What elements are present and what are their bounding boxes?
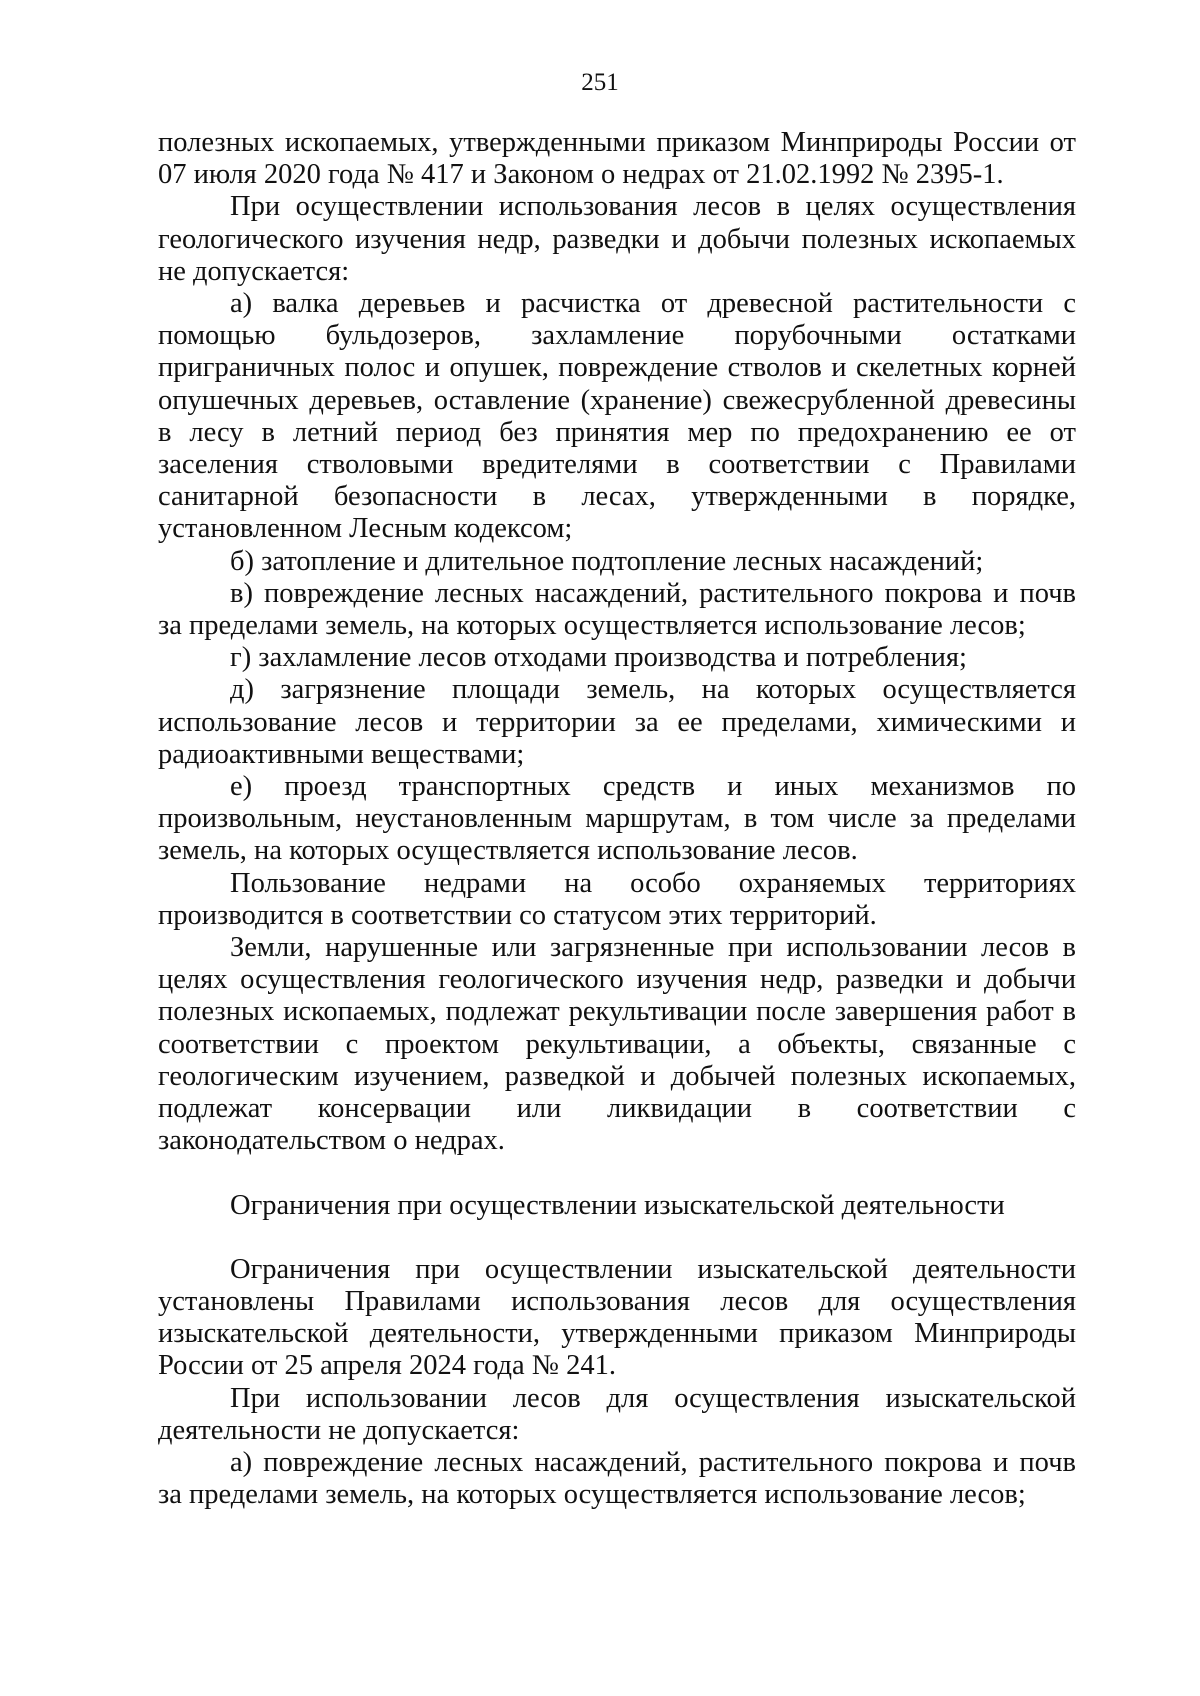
page-number: 251 [581,69,619,96]
list-item: г) захламление лесов отходами производства и потребления; [230,642,967,674]
paragraph: Пользование недрами на особо охраняемых территориях производится в соответствии со статусом этих территорий. [158,867,1076,931]
list-item: а) повреждение лесных насаждений, растительного покрова и почв за пределами земель, на которых осуществляется использование лесов; [158,1446,1076,1511]
document-body [158,127,1076,1511]
list-item: а) валка деревьев и расчистка от древесной растительности с помощью бульдозеров, захламление порубочными остатками приграничных полос и опушек, повреждение стволов и скелетных корней опушечных деревьев, оставление (хранение) свежесрубленной древесины в лесу в летний период без принятия мер по предохранению ее от заселения стволовыми вредителями в соответствии с Правилами санитарной безопасности в лесах, утвержденными в порядке, установленном Лесным кодексом; [158,288,1076,545]
section-heading: Ограничения при осуществлении изыскательской деятельности [230,1189,1005,1221]
paragraph: Земли, нарушенные или загрязненные при использовании лесов в целях осуществления геологического изучения недр, разведки и добычи полезных ископаемых, подлежат рекультивации после завершения работ в соответствии с проектом рекультивации, а объекты, связанные с геологическим изучением, разведкой и добычей полезных ископаемых, подлежат консервации или ликвидации в соответствии с законодательством о недрах. [158,932,1076,1157]
paragraph: При осуществлении использования лесов в целях осуществления геологического изучения недр, разведки и добычи полезных ископаемых не допускается: [158,191,1076,287]
list-item: в) повреждение лесных насаждений, растительного покрова и почв за пределами земель, на которых осуществляется использование лесов; [158,577,1076,642]
paragraph: При использовании лесов для осуществления изыскательской деятельности не допускается: [158,1382,1076,1446]
list-item: е) проезд транспортных средств и иных механизмов по произвольным, неустановленным маршрутам, в том числе за пределами земель, на которых осуществляется использование лесов. [158,771,1076,867]
list-item: б) затопление и длительное подтопление лесных насаждений; [230,545,984,577]
paragraph: Ограничения при осуществлении изыскательской деятельности установлены Правилами использования лесов для осуществления изыскательской деятельности, утвержденными приказом Минприроды России от 25 апреля 2024 года № 241. [158,1253,1076,1382]
list-item: д) загрязнение площади земель, на которых осуществляется использование лесов и территории за ее пределами, химическими и радиоактивными веществами; [158,674,1076,770]
paragraph: полезных ископаемых, утвержденными приказом Минприроды России от 07 июля 2020 года № 417 и Законом о недрах от 21.02.1992 № 2395-1. [158,127,1076,191]
